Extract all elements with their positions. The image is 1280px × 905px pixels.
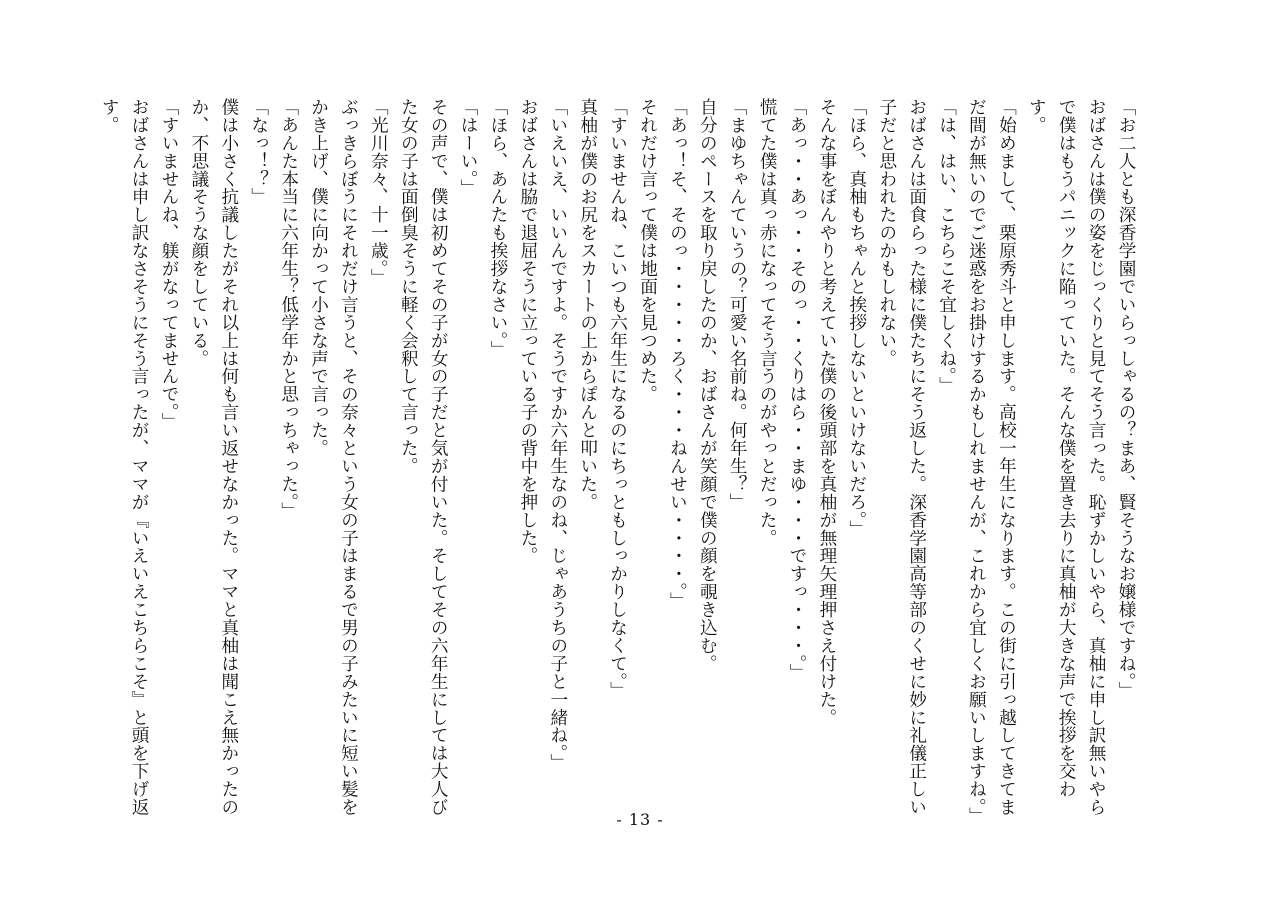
text-line: おばさんは僕の姿をじっくりと見てそう言った。恥ずかしいやら、真柚に申し訳無いやら <box>1086 98 1107 816</box>
text-line: そんな事をぼんやりと考えていた僕の後頭部を真柚が無理矢理押さえ付けた。 <box>816 98 837 727</box>
text-line: 「はーい。」 <box>458 98 479 197</box>
text-line: それだけ言って僕は地面を見つめた。 <box>637 98 658 404</box>
text-line: 「始めまして、栗原秀斗と申します。高校一年生になります。この街に引っ越してきてま <box>996 98 1017 816</box>
text-line: 「すいませんね、こいつも六年生になるのにちっともしっかりしなくて。」 <box>607 98 628 700</box>
text-line: 「すいませんね、躾がなってませんで。」 <box>159 98 179 431</box>
text-line: 「光川奈々、十一歳。」 <box>368 98 389 287</box>
text-line: 自分のペースを取り戻したのか、おばさんが笑顔で僕の顔を覗き込む。 <box>697 98 718 673</box>
text-line: 「ほら、真柚もちゃんと挨拶しないといけないだろ。」 <box>846 98 867 538</box>
text-line: で僕はもうパニックに陥っていた。そんな僕を置き去りに真柚が大きな声で挨拶を交わす。 <box>1026 98 1077 799</box>
text-line: おばさんは面食らった様に僕たちにそう返した。深香学園高等部のくせに妙に礼儀正しい <box>906 98 927 816</box>
text-line: だ間が無いのでご迷惑をお掛けするかもしれませんが、これから宜しくお願いしますね。」 <box>966 98 987 826</box>
text-line: 「ほら、あんたも挨拶なさい。」 <box>487 98 508 359</box>
text-line: ぶっきらぼうにそれだけ言うと、その奈々という女の子はまるで男の子みたいに短い髪を <box>338 98 359 816</box>
text-line: 僕は小さく抗議したがそれ以上は何も言い返せなかった。ママと真柚は聞こえ無かったの <box>218 98 239 816</box>
text-line: 子だと思われたのかもしれない。 <box>876 98 897 368</box>
text-line: た女の子は面倒臭そうに軽く会釈して言った。 <box>398 98 419 475</box>
text-line: おばさんは脇で退屈そうに立っている子の背中を押した。 <box>517 98 538 565</box>
text-line: かき上げ、僕に向かって小さな声で言った。 <box>308 98 329 457</box>
text-line: 「あんた本当に六年生？低学年かと思っちゃった。」 <box>278 98 299 520</box>
text-line: 「まゆちゃんていうの？可愛い名前ね。何年生？」 <box>727 98 748 511</box>
page-number: - 13 - <box>616 810 664 829</box>
text-line: 「なっ！？」 <box>248 98 269 206</box>
text-line: おばさんは申し訳なさそうにそう言ったが、ママが『いえいえこちらこそ』と頭を下げ返 <box>129 98 150 816</box>
text-line: 真柚が僕のお尻をスカートの上からぽんと叩いた。 <box>577 98 598 511</box>
text-line: か、不思議そうな顔をしている。 <box>188 98 209 368</box>
text-line: 「お二人とも深香学園でいらっしゃるの？まあ、賢そうなお嬢様ですね。」 <box>1116 98 1136 700</box>
text-line: 「いえいえ、いいんですよ。そうですか六年生なのね、じゃあうちの子と一緒ね。」 <box>547 98 568 772</box>
text-line: その声で、僕は初めてその子が女の子だと気が付いた。そしてその六年生にしては大人び <box>428 98 449 816</box>
text-line: 「あっ！そ、そのっ・・・・・ろく・・・ねんせい・・・・。」 <box>667 98 688 610</box>
text-line: す。 <box>99 98 120 134</box>
text-line: 慌てた僕は真っ赤になってそう言うのがやっとだった。 <box>757 98 778 547</box>
text-line: 「は、はい、こちらこそ宜しくね。」 <box>936 98 957 395</box>
text-line: 「あっ・・あっ・・そのっ・・くりはら・・まゆ・・・ですっ・・・。」 <box>787 98 808 682</box>
